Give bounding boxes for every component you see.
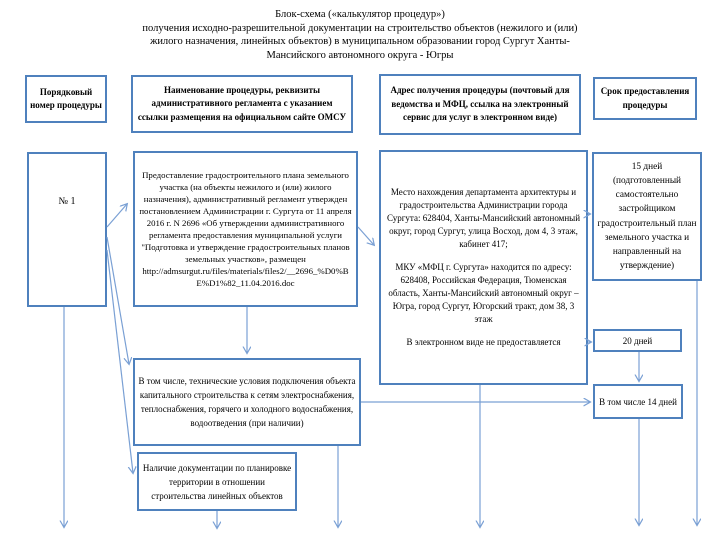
address-mfc: МКУ «МФЦ г. Сургута» находится по адресу: 628408, Российская Федерация, Тюменская область, Ханты-Мансийский автономный округ – Югра, город Сургут, Югорский тракт, дом 38, 3 этаж [388, 262, 579, 324]
arrow-number-to-procedure [107, 204, 127, 227]
header-procedure-name-label: Наименование процедуры, реквизиты административного регламента с указанием ссылки размещения на официальном сайте ОМСУ [137, 84, 347, 122]
node-term-15-days [592, 152, 702, 281]
header-address-label: Адрес получения процедуры (почтовый для ведомства и МФЦ, ссылка на электронный сервис для услуг в электронном виде) [390, 85, 570, 123]
arrow-number-to-docs [107, 250, 133, 473]
node-term-14-days [593, 384, 683, 419]
header-procedure-name [131, 75, 353, 133]
node-linear-objects-docs [137, 452, 297, 511]
procedure-url: http://admsurgut.ru/files/materials/files2/__2696_%D0%BE%D1%82_11.04.2016.doc [142, 266, 349, 288]
procedure-number-label: № 1 [58, 196, 76, 207]
header-procedure-number [25, 75, 107, 123]
procedure-description-text [138, 169, 353, 289]
address-department: Место нахождения департамента архитектуры и градостроительства Администрации города Сургута: 628404, Ханты-Мансийский автономный округ, город Сургут, улица Восход, дом 4, 3 этаж, кабинет 417; [386, 187, 581, 249]
term-20-days-label: 20 дней [622, 335, 653, 346]
title-line-4: Мансийского автономного округа - Югры [266, 49, 454, 61]
term-15-days-label: 15 дней (подготовленный самостоятельно застройщиком градостроительный план земельного участка и направленный на утверждение) [597, 161, 697, 272]
header-term [593, 77, 697, 120]
tech-conditions-text: В том числе, технические условия подключения объекта капитального строительства к сетям электроснабжения, теплоснабжения, горячего и холодного водоснабжения, водоотведения (при наличии) [138, 376, 356, 428]
title-line-2: получения исходно-разрешительной документации на строительство объектов (нежилого и (или) [142, 22, 578, 34]
node-tech-conditions [133, 358, 361, 446]
arrow-number-to-tech [107, 237, 129, 364]
node-term-20-days [593, 329, 682, 352]
header-procedure-number-label: Порядковый номер процедуры [30, 86, 102, 110]
node-procedure-description [133, 151, 358, 307]
header-term-label: Срок предоставления процедуры [600, 86, 690, 110]
node-procedure-number [27, 152, 107, 307]
header-address [379, 74, 581, 135]
arrow-procedure-to-address [358, 227, 374, 245]
title-line-1: Блок-схема («калькулятор процедур») [275, 9, 445, 20]
term-14-days-label: В том числе 14 дней [599, 396, 677, 407]
node-address [379, 150, 588, 385]
address-electronic-note: В электронном виде не предоставляется [406, 337, 561, 347]
page-title [0, 8, 720, 62]
procedure-text: Предоставление градостроительного плана земельного участка (на объекты нежилого и (или) жилого назначения), административный регламент утвержден постановлением Администрации г. Сургута от 11 апреля 2016 г. N 2696 «Об утверждении административного регламента предоставления муниципальной услуги "Подготовка и утверждение градостроительных планов земельных участков», размещен [139, 170, 352, 264]
linear-objects-docs-text: Наличие документации по планировке территории в отношении строительства линейных объектов [142, 462, 292, 501]
title-line-3: жилого назначения, линейных объектов) в муниципальном образовании город Сургут Ханты- [150, 36, 570, 47]
